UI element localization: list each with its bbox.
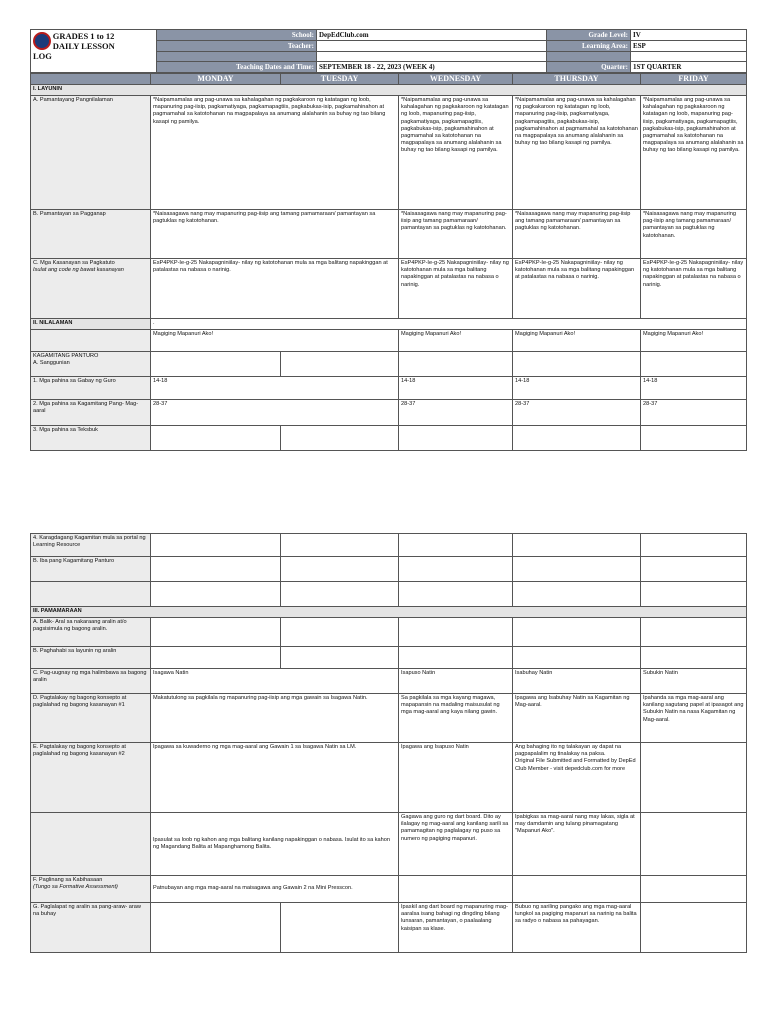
cell-a-wed: *Naipamamalas ang pag-unawa sa kahalagahan ng pagkakaroon ng katatagan ng loob, mapanuring pag-iisip, pagkamatiyaga, pagkamapagtiis, pagkabukas-isip, pagkamahinahon at pagmamahal sa katotohanan na magpapalaya sa anumang alalahanin sa buhay ng tao bilang kasapi ng pamilya.	[399, 96, 513, 210]
g-wed: Ipaskil ang dart board ng mapanuring mag-aaralsa isang bahagi ng dingding bilang lunsaran, pamantayan, o paalaalang kaisipan sa klase.	[399, 903, 513, 953]
quarter-value: 1ST QUARTER	[631, 62, 747, 73]
nilalaman-thu: Magiging Mapanuri Ako!	[513, 330, 641, 352]
quarter-label: Quarter:	[547, 62, 631, 73]
cell-c-thu: EsP4PKP-Ie-g-25 Nakapagniniilay- nilay ng katotohanan mula sa mga balitang napakinggan at patalastas na nabasa o narinig.	[513, 259, 641, 319]
page-one	[30, 29, 746, 451]
cell-c-fri: EsP4PKP-Ie-g-25 Nakapagniniilay- nilay ng katotohanan mula sa mga balitang napakinggan at patalastas na nabasa o narinig.	[641, 259, 747, 319]
title-line1: GRADES 1 to 12	[52, 31, 115, 41]
e2-mt: Ipasulat sa loob ng kahon ang mga balitang kanilang napakinggan o nabasa. Isulat ito sa kahon ng Magandang Balita at Mapanghamong Balita.	[151, 813, 399, 876]
cell-a-fri: *Naipamamalas ang pag-unawa sa kahalagahan ng pagkakaroon ng katatagan ng loob, mapanuring pag-iisip, pagkamatiyaga, pagkamapagtiis, pagkabukas-isip, pagkamahinahon at pagmamahal sa katotohanan na magpapalaya sa anumang alalahanin sa buhay ng tao bilang kasapi ng pamilya.	[641, 96, 747, 210]
section-nilalaman: II. NILALAMAN	[31, 319, 151, 330]
label-a: A. Pamantayang Pangnilalaman	[31, 96, 151, 210]
nilalaman-mt: Magiging Mapanuri Ako!	[151, 330, 399, 352]
label-b: B. Pamantayan sa Pagganap	[31, 210, 151, 259]
lesson-table-2	[30, 533, 747, 953]
school-value: DepEdClub.com	[317, 30, 547, 41]
area-label: Learning Area:	[547, 41, 631, 52]
label-paglalapat: G. Paglalapat ng aralin sa pang-araw- araw na buhay	[31, 903, 151, 953]
cell-a-mt: *Naipamamalas ang pag-unawa sa kahalagahan ng pagkakaroon ng katatagan ng loob, mapanuring pag-iisip, pagkamatiyaga, pagkamapagtiis, pagkabukas-isip, pagkamahinahon at pagmamahal sa katotohanan na magpapalaya sa anumang alalahanin sa buhay ng tao bilang kasapi ng pamilya.	[151, 96, 399, 210]
label-c	[31, 259, 151, 319]
label-pag-uugnay: C. Pag-uugnay ng mga halimbawa sa bagong aralin	[31, 669, 151, 694]
c-wed: Isapuso Natin	[399, 669, 513, 694]
label-balik-aral: A. Balik- Aral sa nakaraang aralin at/o pagsisimula ng bagong aralin.	[31, 618, 151, 647]
row-pagtalakay-2b	[31, 813, 747, 876]
g-thu: Bubuo ng sariling pangako ang mga mag-aaral tungkol sa pagiging mapanuri sa narinig na balita sa radyo o nabasa sa pahayagan.	[513, 903, 641, 953]
grade-label: Grade Level:	[547, 30, 631, 41]
row-paghahabi	[31, 647, 747, 669]
guro-fri: 14-18	[641, 377, 747, 400]
e-thu-text: Ang bahaging ito ng talakayan ay dapat na pagpapalalim ng tinalakay na paksa.	[515, 744, 622, 758]
label-kagamitan	[31, 352, 151, 377]
label-kagamitan-1: KAGAMITANG PANTURO	[33, 353, 99, 359]
day-header-row	[31, 74, 747, 85]
label-c-italic: Isulat ang code ng bawat kasanayan	[33, 267, 124, 274]
label-guro: 1. Mga pahina sa Gabay ng Guro	[31, 377, 151, 400]
mag-thu: 28-37	[513, 400, 641, 426]
nilalaman-wed: Magiging Mapanuri Ako!	[399, 330, 513, 352]
header-table	[30, 29, 747, 73]
school-label: School:	[157, 30, 317, 41]
guro-thu: 14-18	[513, 377, 641, 400]
label-c-main: C. Mga Kasanayan sa Pagkatuto	[33, 260, 115, 266]
label-pagtalakay-1: D. Pagtalakay ng bagong konsepto at paglalahad ng bagong kasanayan #1	[31, 694, 151, 743]
d-mt: Makatutulong sa pagkilala ng mapanuring pag-iisip ang mga gawain sa Isagawa Natin.	[151, 694, 399, 743]
e-mt: Ipagawa sa kuwaderno ng mga mag-aaral ang Gawain 1 sa Isagawa Natin sa LM.	[151, 743, 399, 813]
dates-value: SEPTEMBER 18 - 22, 2023 (WEEK 4)	[317, 62, 547, 73]
day-wednesday: WEDNESDAY	[399, 74, 513, 85]
row-kagamitan	[31, 352, 747, 377]
area-value: ESP	[631, 41, 747, 52]
teacher-label: Teacher:	[157, 41, 317, 52]
nilalaman-dot: .	[151, 319, 747, 330]
e2-thu: Ipabigkas sa mag-aaral nang may lakas, sigla at may damdamin ang tulang pinamagatang "Mapanuri Ako".	[513, 813, 641, 876]
label-paglinang	[31, 876, 151, 903]
title-line2: DAILY LESSON	[52, 41, 115, 51]
day-monday: MONDAY	[151, 74, 281, 85]
nilalaman-fri: Magiging Mapanuri Ako!	[641, 330, 747, 352]
c-mt: Isagawa Natin	[151, 669, 399, 694]
page-two	[30, 533, 746, 953]
grade-value: IV	[631, 30, 747, 41]
mag-wed: 28-37	[399, 400, 513, 426]
label-paglinang-italic: (Tungo sa Formative Assessment)	[33, 884, 118, 891]
d-fri: Ipahanda sa mga mag-aaral ang kanilang sagutang papel at ipasagot ang Subukin Natin na nasa Kagamitan ng Mag-aaral.	[641, 694, 747, 743]
cell-b-thu: *Naisasagawa nang may mapanuring pag-iisip ang tamang pamamaraan/ pamantayan sa pagtuklas ng katotohanan.	[513, 210, 641, 259]
label-sanggunian: A. Sanggunian	[33, 360, 70, 367]
label-mag: 2. Mga pahina sa Kagamitang Pang- Mag- aaral	[31, 400, 151, 426]
row-pamantayang-pangnilalaman	[31, 96, 747, 210]
dates-label: Teaching Dates and Time:	[157, 62, 317, 73]
day-friday: FRIDAY	[641, 74, 747, 85]
label-paglinang-main: F. Paglinang sa Kabihasaan	[33, 877, 103, 883]
label-lr: 4. Karagdagang Kagamitan mula sa portal ng Learning Resource	[31, 534, 151, 557]
cell-c-mt: EsP4PKP-Ie-g-25 Nakapagniniilay- nilay ng katotohanan mula sa mga balitang napakinggan at patalastas na nabasa o narinig.	[151, 259, 399, 319]
d-wed: Sa pagkilala sa mga kayang magawa, mapapansin na madaling maisusulat ng mga mag-aaral ang kaya nilang gawin.	[399, 694, 513, 743]
row-balik-aral	[31, 618, 747, 647]
cell-b-wed: *Naisasagawa nang may mapanuring pag-iisip ang tamang pamamaraan/ pamantayan sa pagtuklas ng katotohanan.	[399, 210, 513, 259]
row-kasanayan	[31, 259, 747, 319]
c-fri: Subukin Natin	[641, 669, 747, 694]
e-thu	[513, 743, 641, 813]
cell-c-wed: EsP4PKP-Ie-g-25 Nakapagniniilay- nilay ng katotohanan mula sa mga balitang napakinggan at patalastas na nabasa o narinig.	[399, 259, 513, 319]
cell-a-thu: *Naipamamalas ang pag-unawa sa kahalagahan ng pagkakaroon ng katatagan ng loob, mapanuring pag-iisip, pagkamatiyaga, pagkamapagtiis, pagkabukas-isip, pagkamahinahon at pagmamahal sa katotohanan na magpapalaya sa anumang alalahanin sa buhay ng tao bilang kasapi ng pamilya.	[513, 96, 641, 210]
day-thursday: THURSDAY	[513, 74, 641, 85]
c-thu: Isabuhay Natin	[513, 669, 641, 694]
cell-b-mt: *Naisasagawa nang may mapanuring pag-iisip ang tamang pamamaraan/ pamantayan sa pagtuklas ng katotohanan.	[151, 210, 399, 259]
row-pagtalakay-2	[31, 743, 747, 813]
day-tuesday: TUESDAY	[281, 74, 399, 85]
f-mt: Patnubayan ang mga mag-aaral na maisagawa ang Gawain 2 na Mini Presscon.	[151, 876, 399, 903]
cell-b-fri: *Naisasagawa nang may mapanuring pag-iisip ang tamang pamamaraan/ pamantayan sa pagtuklas ng katotohanan.	[641, 210, 747, 259]
guro-wed: 14-18	[399, 377, 513, 400]
label-iba: B. Iba pang Kagamitang Panturo	[31, 557, 151, 582]
row-paglalapat	[31, 903, 747, 953]
e-thu-credit: Original File Submitted and Formatted by DepEd Club Member - visit depedclub.com for more	[515, 758, 636, 772]
row-gabay-guro	[31, 377, 747, 400]
d-thu: Ipagawa ang Isabuhay Natin sa Kagamitan ng Mag-aaral.	[513, 694, 641, 743]
row-pag-uugnay	[31, 669, 747, 694]
row-learning-resource	[31, 534, 747, 557]
row-teksbuk	[31, 426, 747, 451]
title-block	[31, 30, 157, 73]
label-teksbuk: 3. Mga pahina sa Teksbuk	[31, 426, 151, 451]
row-kagamitang-mag-aaral	[31, 400, 747, 426]
e-wed: Ipagawa ang Isapuso Natin	[399, 743, 513, 813]
label-pagtalakay-2: E. Pagtalakay ng bagong konsepto at paglalahad ng bagong kasanayan #2	[31, 743, 151, 813]
teacher-value	[317, 41, 547, 52]
e2-wed: Gagawa ang guro ng dart board. Dito ay ilalagay ng mag-aaral ang kanilang sarili sa pamamagitan ng paglalagay ng puso sa numero ng pagiging mapanuri.	[399, 813, 513, 876]
section-layunin: I. LAYUNIN	[31, 85, 747, 96]
guro-mt: 14-18	[151, 377, 399, 400]
deped-seal-icon	[33, 32, 51, 50]
lesson-table-1	[30, 73, 747, 451]
row-paglinang	[31, 876, 747, 903]
row-pamantayan-pagganap	[31, 210, 747, 259]
row-nilalaman	[31, 330, 747, 352]
title-line3: LOG	[33, 51, 52, 61]
section-pamamaraan: III. PAMAMARAAN	[31, 607, 747, 618]
label-paghahabi: B. Paghahabi sa layunin ng aralin	[31, 647, 151, 669]
row-nilalaman-header	[31, 319, 747, 330]
row-iba-kagamitan	[31, 557, 747, 582]
mag-mt: 28-37	[151, 400, 399, 426]
mag-fri: 28-37	[641, 400, 747, 426]
row-pagtalakay-1	[31, 694, 747, 743]
